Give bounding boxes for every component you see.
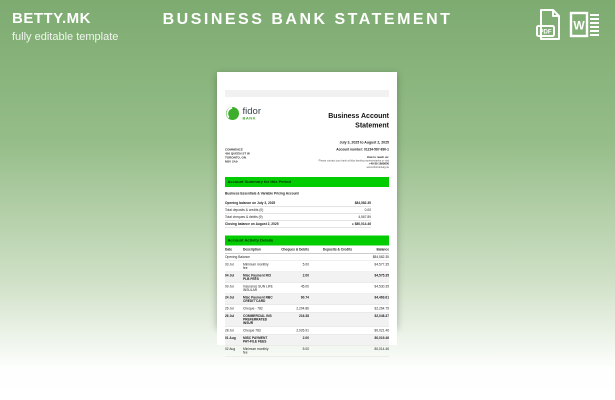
contact-line: Please contact your bank at fidor banking representative or visit xyxy=(318,159,389,163)
word-file-icon[interactable] xyxy=(569,8,601,41)
cell-debit: 60.74 xyxy=(300,296,309,300)
statement-period: July 3, 2025 to August 2, 2025 xyxy=(339,141,389,145)
cell-description: Misc Payment RCI PLB FEES xyxy=(243,274,272,281)
document-preview xyxy=(217,72,397,355)
opening-balance-value: $84,582.35 xyxy=(372,255,389,259)
summary-row-label: Closing balance on August 2, 2025 xyxy=(225,222,279,226)
cell-balance: 80,021.46 xyxy=(374,329,389,333)
table-row xyxy=(225,294,389,305)
brand-logo xyxy=(12,10,118,43)
summary-row-value: $84,582.35 xyxy=(354,201,371,205)
word-badge-label: W xyxy=(573,18,585,33)
statement-title-line1: Business Account xyxy=(328,111,389,120)
account-number: Account number: 01234-567-890-1 xyxy=(336,148,389,152)
cell-balance: 80,014.46 xyxy=(374,347,389,351)
header-placeholder-strip xyxy=(225,90,389,97)
cell-debit: 5.00 xyxy=(302,347,309,351)
cell-date: 26 Jul xyxy=(225,314,235,318)
table-row xyxy=(225,327,389,335)
statement-page xyxy=(217,90,397,355)
cell-balance: 82,048.37 xyxy=(374,314,389,318)
address-block xyxy=(225,148,250,169)
column-header: Cheques & Debits xyxy=(281,248,309,252)
summary-section-bar: Account Summary for this Period xyxy=(225,177,389,187)
address-line: TORONTO, ON xyxy=(225,156,247,160)
activity-table-header xyxy=(225,246,389,254)
page-title: BUSINESS BANK STATEMENT xyxy=(162,11,453,28)
cell-date: 26 Jul xyxy=(225,307,234,311)
cell-date: 04 Jul xyxy=(225,274,235,278)
cell-description: Minimum monthly fee xyxy=(243,263,269,270)
pdf-file-icon[interactable] xyxy=(535,8,562,41)
opening-balance-row xyxy=(225,254,389,262)
cell-description: Cheque 783 xyxy=(243,329,261,333)
statement-title xyxy=(328,111,389,130)
column-header: Date xyxy=(225,248,233,252)
cell-credit xyxy=(309,285,352,292)
summary-rows xyxy=(225,200,371,228)
cell-credit xyxy=(309,315,352,326)
opening-balance-label: Opening Balance xyxy=(225,255,250,259)
cell-debit: 2.00 xyxy=(302,336,309,340)
address-line: M5V 2A9 xyxy=(225,160,238,164)
address-line: 456 QUEEN ST W xyxy=(225,152,250,156)
contact-line: www.fidorbankag.de xyxy=(366,165,389,169)
cell-description: Minimum monthly fee xyxy=(243,347,269,355)
cell-description: COMMERCIAL INS PREFERRATED INSUR xyxy=(243,314,272,325)
brand-tagline: fully editable template xyxy=(12,31,119,43)
bank-name: fidor xyxy=(242,105,261,117)
table-row xyxy=(225,272,389,283)
column-header: Description xyxy=(243,248,261,252)
cell-credit xyxy=(309,337,352,344)
summary-row-label: Opening balance on July 3, 2025 xyxy=(225,201,276,205)
table-row xyxy=(225,335,389,346)
header xyxy=(0,0,615,50)
cell-debit: 45.00 xyxy=(300,285,309,289)
cell-credit xyxy=(309,274,352,281)
cell-description: Misc Payment RBC CREDIT CARD xyxy=(243,296,273,303)
cell-date: 28 Jul xyxy=(225,329,234,333)
cell-date: 24 Jul xyxy=(225,296,235,300)
summary-row-value: 4,567.89 xyxy=(358,215,371,219)
table-row xyxy=(225,261,389,272)
cell-balance: 84,575.35 xyxy=(374,274,389,278)
contact-block xyxy=(319,156,389,169)
fidor-circle-icon xyxy=(225,106,240,121)
cell-debit: 2.00 xyxy=(302,274,309,278)
activity-section-bar: Account Activity Details xyxy=(225,236,389,246)
cell-date: 01 Aug xyxy=(225,336,236,340)
summary-row-label: Total deposits & credits (0) xyxy=(225,208,264,212)
contact-line: How to reach us: xyxy=(366,156,389,159)
column-header: Balance xyxy=(376,248,389,252)
summary-row-label: Total cheques & debits (9) xyxy=(225,215,263,219)
cell-balance: 84,577.35 xyxy=(374,263,389,267)
statement-title-line2: Statement xyxy=(355,121,389,129)
address-line: COMMENCE xyxy=(225,148,243,152)
pdf-badge-label: PDF xyxy=(539,29,552,36)
summary-row xyxy=(225,221,371,228)
contact-line: +49 89 1890850 xyxy=(369,162,389,166)
brand-name: BETTY.MK xyxy=(12,10,91,27)
cell-credit xyxy=(309,348,352,355)
bank-sub-label: BANK xyxy=(242,115,257,121)
cell-description: Cheque - 782 xyxy=(243,307,263,311)
cell-debit: 2,204.86 xyxy=(296,307,309,311)
table-row xyxy=(225,305,389,313)
cell-description: MISC PAYMENT PAY-FILE FEES xyxy=(243,336,268,344)
cell-credit xyxy=(309,296,352,303)
table-row xyxy=(225,283,389,294)
cell-balance: 80,019.46 xyxy=(374,336,389,340)
cell-balance: 84,469.61 xyxy=(374,296,389,300)
cell-credit xyxy=(309,307,352,311)
cell-date: 09 Jul xyxy=(225,285,234,289)
cell-description: Insurance SUN LIFE INSULAR xyxy=(243,285,273,292)
cell-date: 02 Aug xyxy=(225,347,236,351)
cell-debit: 5.00 xyxy=(302,263,309,267)
summary-row xyxy=(225,207,371,214)
column-header: Deposits & Credits xyxy=(322,248,352,252)
summary-row-value: 0.00 xyxy=(364,208,371,212)
summary-row xyxy=(225,214,371,221)
activity-rows xyxy=(225,261,389,357)
cell-credit xyxy=(309,263,352,270)
bank-logo xyxy=(225,106,261,121)
cell-balance: 82,264.75 xyxy=(374,307,389,311)
summary-row-value: = $80,014.46 xyxy=(351,222,371,226)
cell-debit: 2,026.91 xyxy=(296,329,309,333)
download-icons xyxy=(535,8,601,41)
account-type-label: Business Essentials & Variable Pricing Account xyxy=(225,192,299,196)
table-row xyxy=(225,346,389,357)
cell-balance: 84,530.35 xyxy=(374,285,389,289)
summary-row xyxy=(225,200,371,207)
cell-date: 03 Jul xyxy=(225,263,234,267)
cell-debit: 216.38 xyxy=(299,314,309,318)
cell-credit xyxy=(309,329,352,333)
table-row xyxy=(225,313,389,328)
